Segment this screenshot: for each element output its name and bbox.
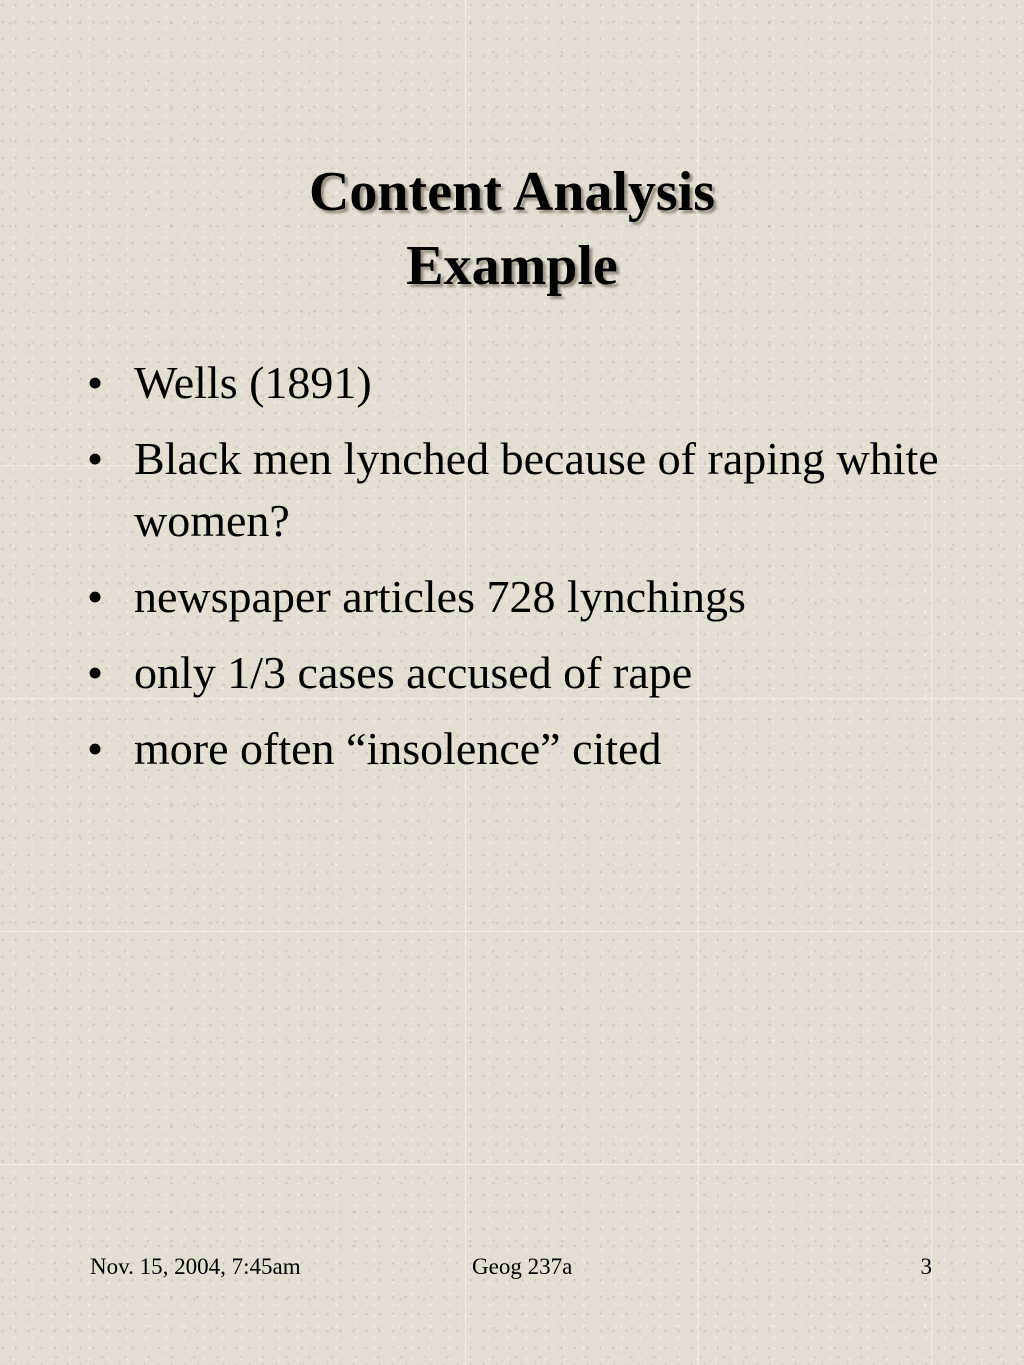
slide-title-line-2: Example <box>406 235 618 297</box>
bullet-text: more often “insolence” cited <box>134 723 662 774</box>
bullet-item <box>80 352 960 414</box>
bullet-list <box>80 352 960 794</box>
footer-course: Geog 237a <box>472 1254 573 1279</box>
slide-title-line-1: Content Analysis <box>308 161 716 223</box>
bullet-text: only 1/3 cases accused of rape <box>134 647 693 698</box>
bullet-text: newspaper articles 728 lynchings <box>134 571 746 622</box>
bullet-text: Black men lynched because of raping white women? <box>134 433 939 546</box>
bullet-dot-icon: • <box>86 433 104 484</box>
bullet-dot-icon: • <box>86 571 104 622</box>
texture-seam <box>0 931 1024 932</box>
bullet-text: Wells (1891) <box>134 357 372 408</box>
slide-title <box>0 155 1024 303</box>
bullet-dot-icon: • <box>86 357 104 408</box>
bullet-item <box>80 566 960 628</box>
bullet-item <box>80 642 960 704</box>
footer-date: Nov. 15, 2004, 7:45am <box>90 1254 301 1279</box>
bullet-item <box>80 718 960 780</box>
bullet-dot-icon: • <box>86 723 104 774</box>
footer-page-number: 3 <box>920 1254 932 1279</box>
bullet-item <box>80 428 960 552</box>
texture-seam <box>0 1164 1024 1165</box>
bullet-dot-icon: • <box>86 647 104 698</box>
